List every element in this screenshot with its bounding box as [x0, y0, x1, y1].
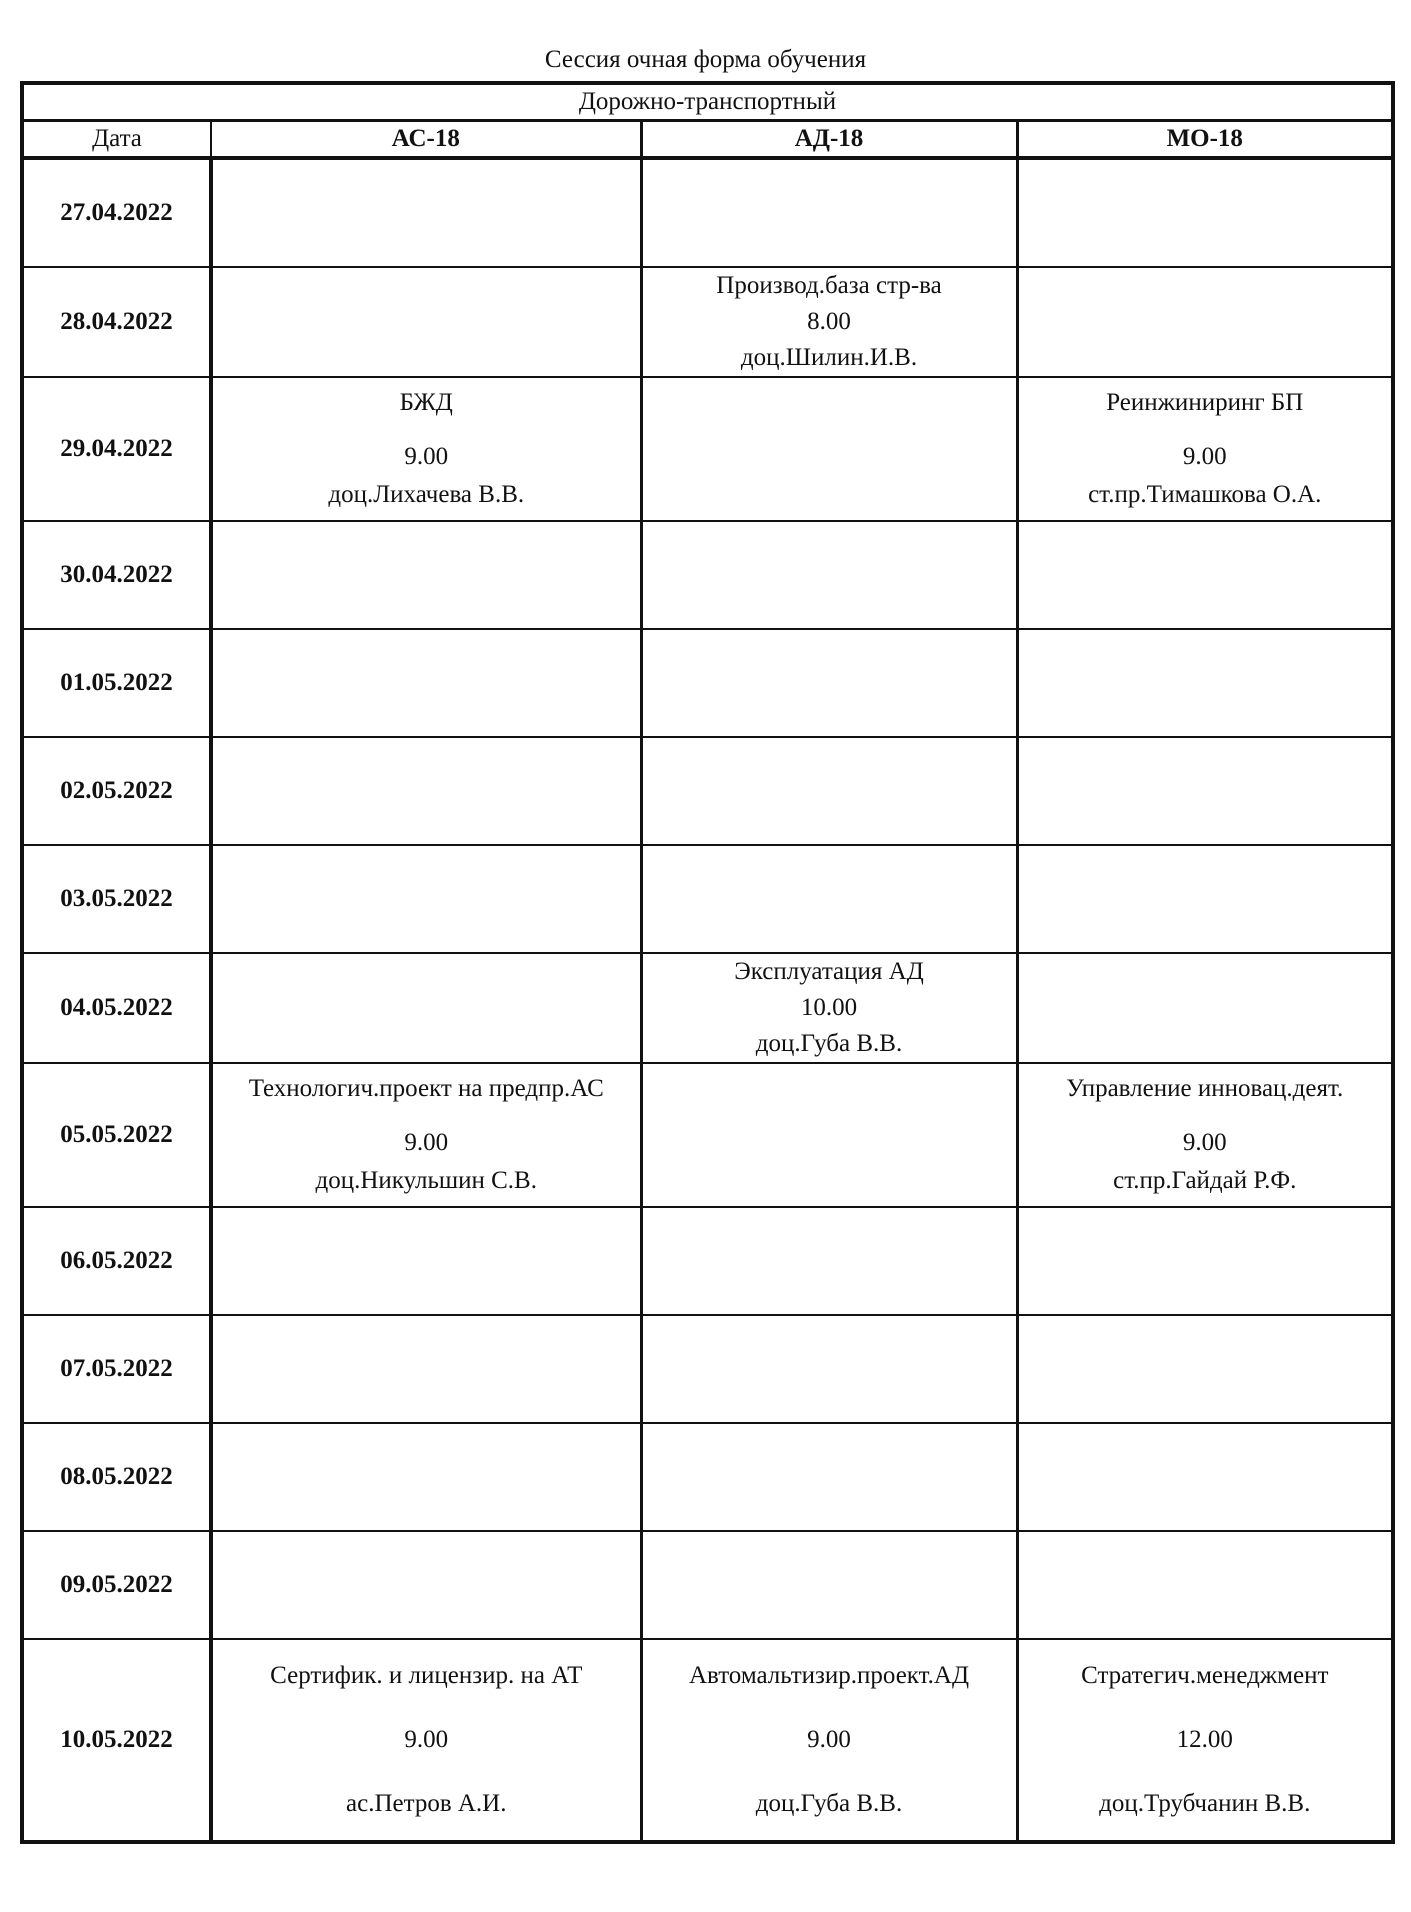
date-cell: 09.05.2022: [22, 1531, 211, 1639]
date-cell: 28.04.2022: [22, 267, 211, 377]
schedule-row: [22, 158, 1393, 267]
exam-subject: Стратегич.менеджмент: [1081, 1662, 1329, 1689]
mo-18-cell: [1017, 158, 1393, 267]
date-cell: 07.05.2022: [22, 1315, 211, 1423]
schedule-row: [22, 377, 1393, 521]
as-18-cell: [211, 845, 641, 953]
group-header-mo-18: МО-18: [1017, 121, 1393, 159]
exam-teacher: доц.Трубчанин В.В.: [1099, 1790, 1311, 1817]
group-header-as-18: АС-18: [211, 121, 641, 159]
exam-teacher: доц.Шилин.И.В.: [740, 344, 918, 371]
as-18-cell: [211, 267, 641, 377]
mo-18-cell: [1017, 377, 1393, 521]
schedule-row: [22, 1531, 1393, 1639]
as-18-cell: [211, 521, 641, 629]
schedule-row: [22, 267, 1393, 377]
exam-subject: Производ.база стр-ва: [716, 272, 942, 299]
schedule-row: [22, 521, 1393, 629]
exam-subject: Сертифик. и лицензир. на АТ: [270, 1662, 583, 1689]
exam-teacher: ст.пр.Тимашкова О.А.: [1088, 481, 1322, 508]
ad-18-cell: [641, 1423, 1017, 1531]
header-row: [22, 121, 1393, 159]
exam-time: 9.00: [404, 1129, 449, 1156]
exam-time: 9.00: [404, 443, 449, 470]
exam-teacher: ас.Петров А.И.: [346, 1790, 507, 1817]
mo-18-cell: [1017, 1063, 1393, 1207]
exam-subject: Автомальтизир.проект.АД: [688, 1662, 970, 1689]
schedule-row: [22, 1423, 1393, 1531]
date-cell: 03.05.2022: [22, 845, 211, 953]
date-cell: 04.05.2022: [22, 953, 211, 1063]
mo-18-cell: [1017, 737, 1393, 845]
faculty-name: Дорожно-транспортный: [22, 83, 1393, 121]
exam-teacher: доц.Лихачева В.В.: [328, 481, 525, 508]
as-18-cell: [211, 953, 641, 1063]
schedule-row: [22, 845, 1393, 953]
as-18-cell: [211, 1423, 641, 1531]
date-cell: 29.04.2022: [22, 377, 211, 521]
as-18-cell: [211, 1531, 641, 1639]
group-header-ad-18: АД-18: [641, 121, 1017, 159]
mo-18-cell: [1017, 1531, 1393, 1639]
exam-teacher: доц.Губа В.В.: [755, 1790, 903, 1817]
schedule-row: [22, 629, 1393, 737]
ad-18-cell: [641, 1207, 1017, 1315]
ad-18-cell: [641, 1639, 1017, 1842]
date-cell: 05.05.2022: [22, 1063, 211, 1207]
ad-18-cell: [641, 953, 1017, 1063]
mo-18-cell: [1017, 1315, 1393, 1423]
mo-18-cell: [1017, 521, 1393, 629]
as-18-cell: [211, 1207, 641, 1315]
ad-18-cell: [641, 629, 1017, 737]
exam-time: 9.00: [1182, 1129, 1227, 1156]
faculty-row: [22, 83, 1393, 121]
mo-18-cell: [1017, 845, 1393, 953]
ad-18-cell: [641, 377, 1017, 521]
mo-18-cell: [1017, 629, 1393, 737]
exam-teacher: доц.Губа В.В.: [755, 1030, 903, 1057]
mo-18-cell: [1017, 953, 1393, 1063]
date-cell: 27.04.2022: [22, 158, 211, 267]
exam-time: 9.00: [404, 1726, 449, 1753]
date-cell: 30.04.2022: [22, 521, 211, 629]
ad-18-cell: [641, 267, 1017, 377]
as-18-cell: [211, 1639, 641, 1842]
exam-subject: Реинжиниринг БП: [1106, 389, 1304, 416]
page-title: Сессия очная форма обучения: [544, 46, 867, 73]
mo-18-cell: [1017, 267, 1393, 377]
ad-18-cell: [641, 737, 1017, 845]
date-cell: 06.05.2022: [22, 1207, 211, 1315]
exam-time: 8.00: [807, 308, 851, 335]
schedule-row: [22, 1207, 1393, 1315]
mo-18-cell: [1017, 1639, 1393, 1842]
mo-18-cell: [1017, 1423, 1393, 1531]
exam-teacher: ст.пр.Гайдай Р.Ф.: [1113, 1167, 1297, 1194]
exam-subject: БЖД: [399, 389, 453, 416]
date-cell: 01.05.2022: [22, 629, 211, 737]
exam-time: 9.00: [807, 1726, 851, 1753]
as-18-cell: [211, 158, 641, 267]
schedule-row: [22, 953, 1393, 1063]
exam-subject: Эксплуатация АД: [734, 958, 924, 985]
exam-subject: Управление инновац.деят.: [1066, 1075, 1344, 1102]
as-18-cell: [211, 377, 641, 521]
date-cell: 08.05.2022: [22, 1423, 211, 1531]
exam-subject: Технологич.проект на предпр.АС: [248, 1075, 604, 1102]
exam-time: 12.00: [1176, 1726, 1233, 1753]
as-18-cell: [211, 737, 641, 845]
ad-18-cell: [641, 521, 1017, 629]
exam-time: 10.00: [800, 994, 858, 1021]
ad-18-cell: [641, 1315, 1017, 1423]
as-18-cell: [211, 1063, 641, 1207]
schedule-row: [22, 1315, 1393, 1423]
ad-18-cell: [641, 1063, 1017, 1207]
as-18-cell: [211, 629, 641, 737]
date-column-header: Дата: [22, 121, 211, 159]
schedule-table: [20, 81, 1395, 1844]
schedule-row: [22, 737, 1393, 845]
ad-18-cell: [641, 1531, 1017, 1639]
date-cell: 10.05.2022: [22, 1639, 211, 1842]
date-cell: 02.05.2022: [22, 737, 211, 845]
schedule-row: [22, 1063, 1393, 1207]
mo-18-cell: [1017, 1207, 1393, 1315]
schedule-row: [22, 1639, 1393, 1842]
ad-18-cell: [641, 845, 1017, 953]
exam-teacher: доц.Никульшин С.В.: [315, 1167, 537, 1194]
as-18-cell: [211, 1315, 641, 1423]
ad-18-cell: [641, 158, 1017, 267]
exam-time: 9.00: [1182, 443, 1227, 470]
